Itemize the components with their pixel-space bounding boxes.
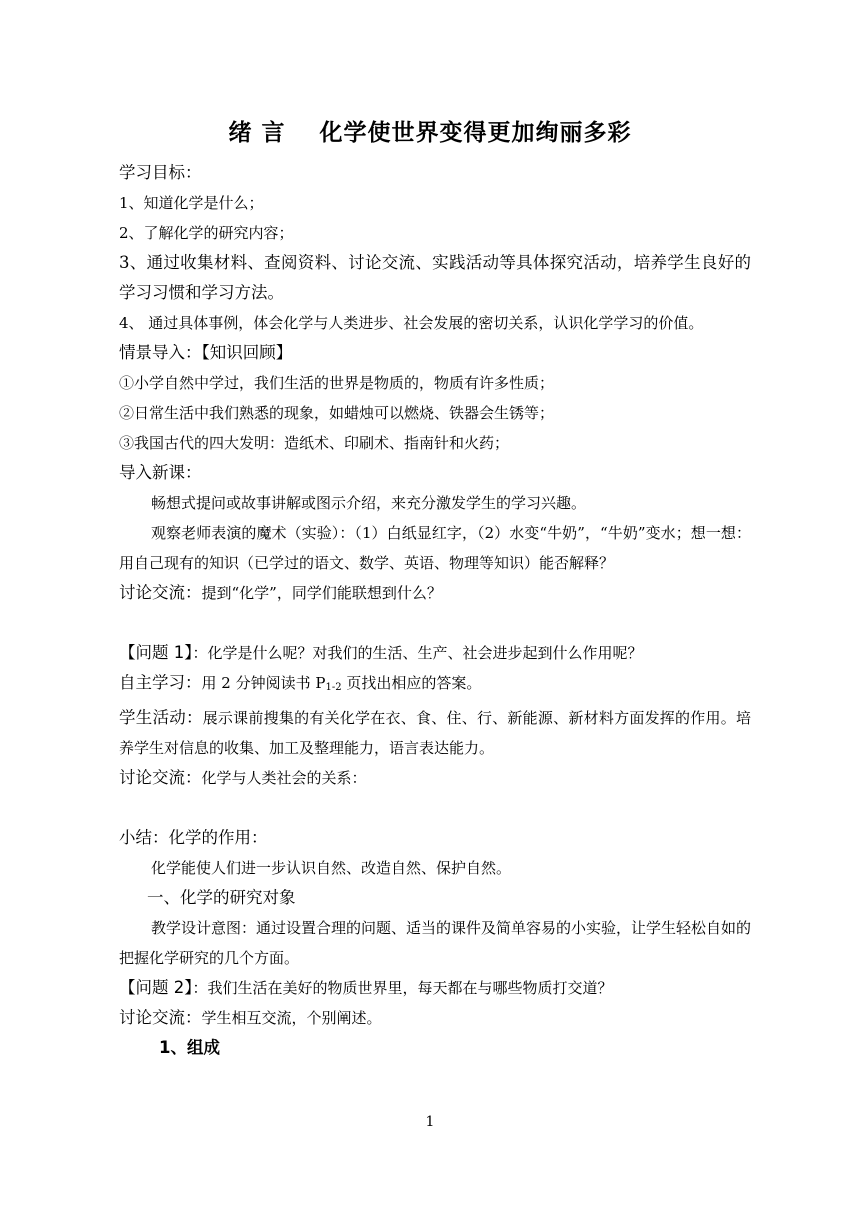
self-study-text: 用 2 分钟阅读书 P: [201, 674, 326, 692]
page-range-subscript: 1-2: [325, 682, 342, 693]
activity-text: 展示课前搜集的有关化学在衣、食、住、行、新能源、新材料方面发挥的作用。培养学生对信息的收集、加工及整理能力，语言表达能力。: [119, 709, 751, 757]
question-text: ：化学是什么呢？对我们的生活、生产、社会进步起到什么作用呢？: [192, 644, 643, 662]
intro-heading: 导入新课：: [119, 463, 202, 482]
scenario-heading: 情景导入：【知识回顾】: [119, 343, 293, 362]
discussion-label: 讨论交流：: [119, 1008, 202, 1027]
student-activity: [119, 703, 751, 763]
activity-label: 学生活动：: [119, 708, 203, 727]
summary-text: 化学能使人们进一步认识自然、改造自然、保护自然。: [151, 859, 512, 877]
discussion-1: [119, 578, 751, 608]
page-number: 1: [425, 1114, 435, 1130]
objectives-heading: 学习目标：: [119, 163, 202, 182]
self-study-label: 自主学习：: [119, 673, 202, 692]
subsection-heading: 1、组成: [159, 1038, 220, 1057]
page-title: [0, 114, 860, 147]
question-1: [119, 638, 751, 668]
discussion-2: [119, 763, 751, 793]
discussion-text: 提到“化学”，同学们能联想到什么？: [201, 584, 442, 602]
question-text: ：我们生活在美好的物质世界里，每天都在与哪些物质打交道？: [192, 979, 613, 997]
scenario-item: ②日常生活中我们熟悉的现象，如蜡烛可以燃烧、铁器会生锈等；: [119, 404, 555, 422]
title-main: 化学使世界变得更加绚丽多彩: [319, 120, 632, 146]
question-2: [119, 973, 751, 1003]
design-intent: 教学设计意图：通过设置合理的问题、适当的课件及简单容易的小实验，让学生轻松自如的把握化学研究的几个方面。: [119, 919, 752, 967]
intro-paragraph: 畅想式提问或故事讲解或图示介绍，来充分激发学生的学习兴趣。: [151, 494, 587, 512]
blank-line: [119, 793, 751, 823]
objective-item: 3、通过收集材料、查阅资料、讨论交流、实践活动等具体探究活动，培养学生良好的学习习惯和学习方法。: [119, 253, 751, 302]
self-study-text-end: 页找出相应的答案。: [341, 674, 482, 692]
document-body: [119, 158, 751, 1063]
objective-item: 1、知道化学是什么；: [119, 194, 264, 212]
discussion-text: 学生相互交流，个别阐述。: [201, 1009, 382, 1027]
summary-heading: 小结：化学的作用：: [119, 828, 268, 847]
objective-item: 4、 通过具体事例，体会化学与人类进步、社会发展的密切关系，认识化学学习的价值。: [119, 314, 704, 332]
question-label: 【问题 1】: [119, 643, 193, 662]
scenario-item: ③我国古代的四大发明：造纸术、印刷术、指南针和火药；: [119, 434, 510, 452]
self-study: [119, 668, 751, 703]
discussion-label: 讨论交流：: [119, 583, 202, 602]
section-heading: 一、化学的研究对象: [147, 888, 296, 907]
question-label: 【问题 2】: [119, 978, 193, 997]
scenario-item: ①小学自然中学过，我们生活的世界是物质的，物质有许多性质；: [119, 374, 555, 392]
discussion-3: [119, 1003, 751, 1033]
title-prefix: 绪 言: [228, 120, 286, 146]
intro-paragraph: 观察老师表演的魔术（实验）：（1）白纸显红字，（2）水变“牛奶”，“牛奶”变水；想一想：用自己现有的知识（已学过的语文、数学、英语、物理等知识）能否解释？: [119, 524, 751, 572]
blank-line: [119, 608, 751, 638]
objective-item: 2、了解化学的研究内容；: [119, 224, 294, 242]
discussion-text: 化学与人类社会的关系：: [201, 769, 367, 787]
discussion-label: 讨论交流：: [119, 768, 202, 787]
